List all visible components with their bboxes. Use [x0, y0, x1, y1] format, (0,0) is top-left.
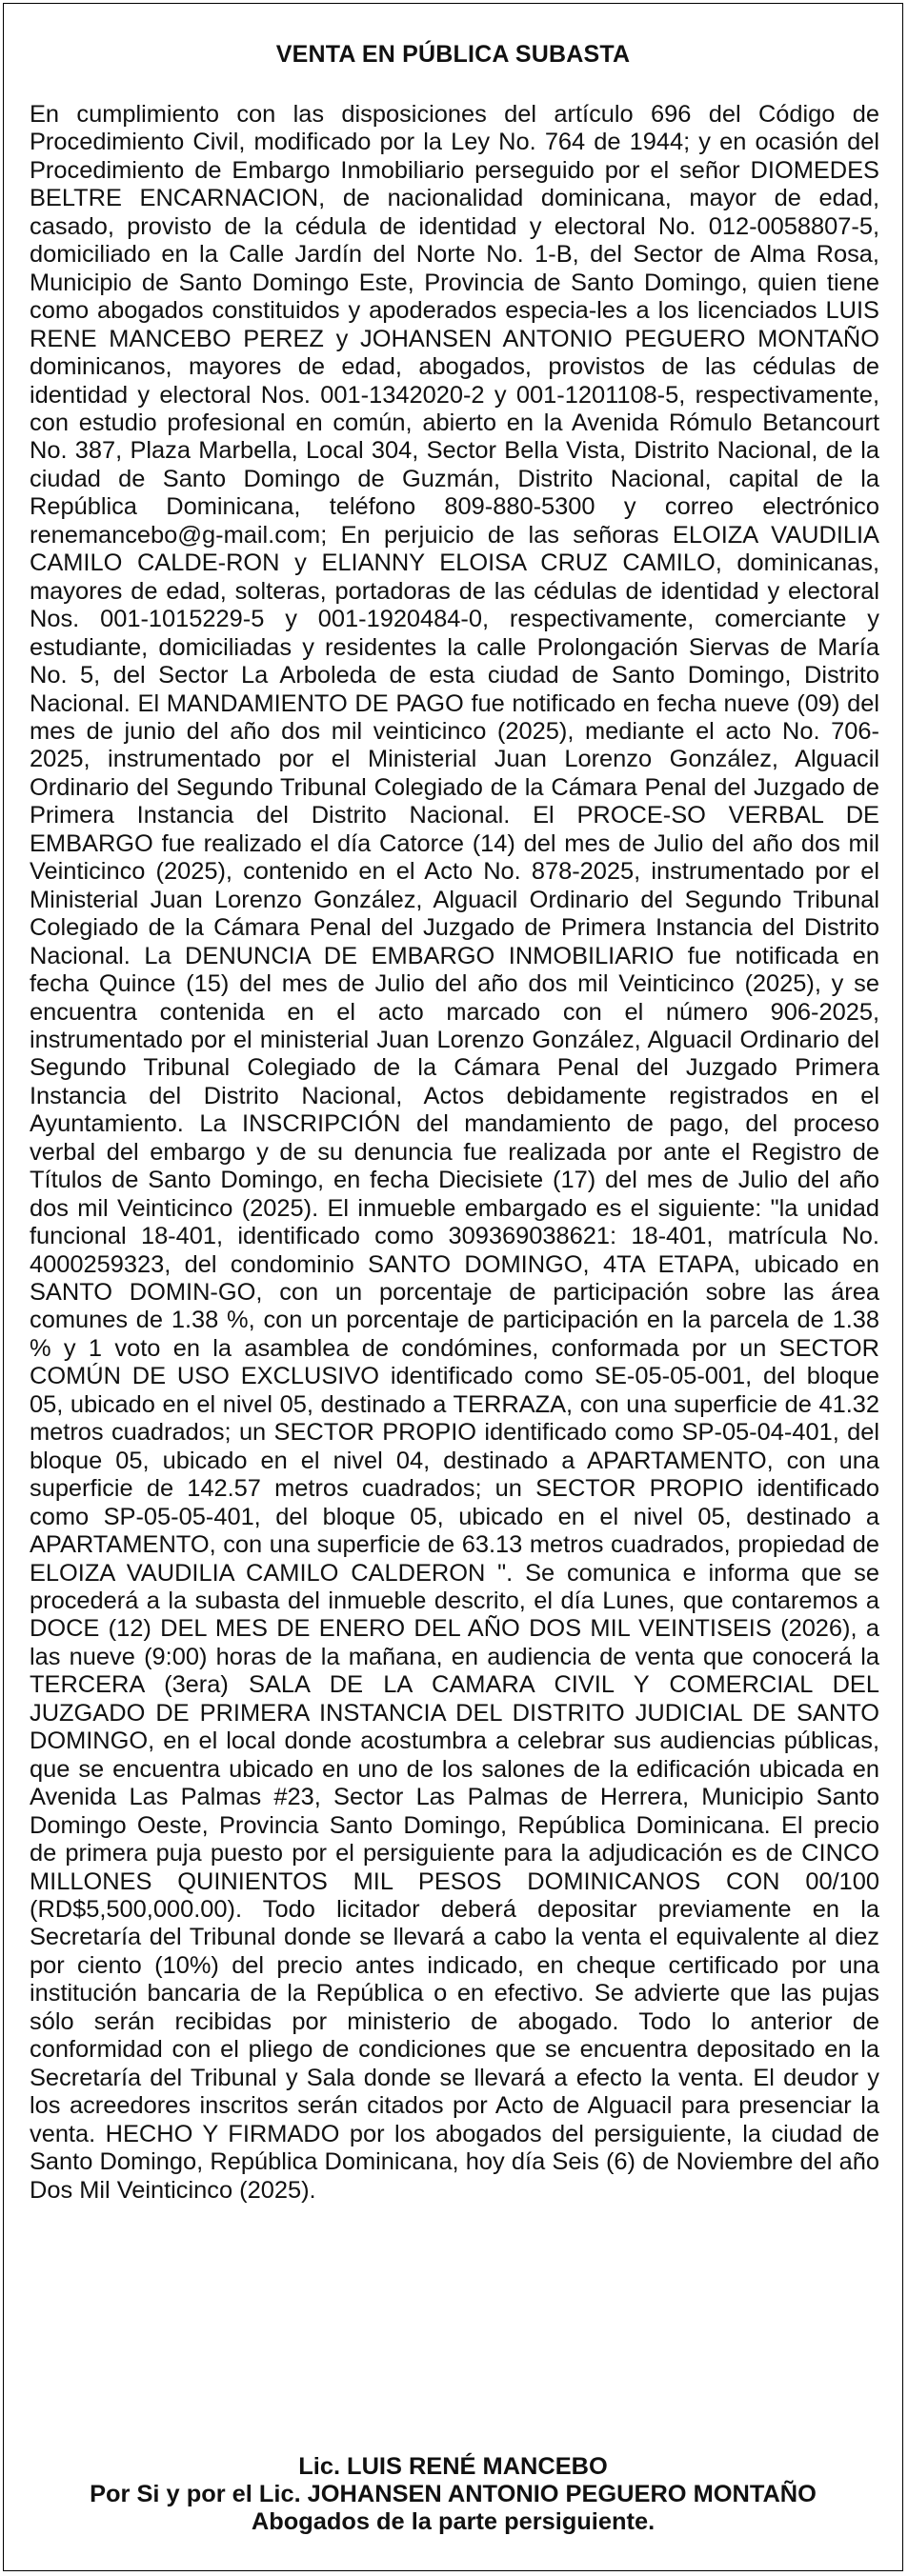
- signature-role: Abogados de la parte persiguiente.: [251, 2508, 656, 2535]
- signature-co-counsel: Por Si y por el Lic. JOHANSEN ANTONIO PEGUERO MONTAÑO: [90, 2481, 817, 2507]
- notice-body: En cumplimiento con las disposiciones del artículo 696 del Código de Procedimiento Civil, modificado por la Ley No. 764 de 1944; y en ocasión del Procedimiento de Embargo Inmobiliario perseguido por el señor DIOMEDES BELTRE ENCARNACION, de nacionalidad dominicana, mayor de edad, casado, provisto de la cédula de identidad y electoral No. 012-0058807-5, domiciliado en la Calle Jardín del Norte No. 1-B, del Sector de Alma Rosa, Municipio de Santo Domingo Este, Provincia de Santo Domingo, quien tiene como abogados constituidos y apoderados especia-les a los licenciados LUIS RENE MANCEBO PEREZ y JOHANSEN ANTONIO PEGUERO MONTAÑO dominicanos, mayores de edad, abogados, provistos de las cédulas de identidad y electoral Nos. 001-1342020-2 y 001-1201108-5, respectivamente, con estudio profesional en común, abierto en la Avenida Rómulo Betancourt No. 387, Plaza Marbella, Local 304, Sector Bella Vista, Distrito Nacional, de la ciudad de Santo Domingo de Guzmán, Distrito Nacional, capital de la República Dominicana, teléfono 809-880-5300 y correo electrónico renemancebo@g-mail.com; En perjuicio de las señoras ELOIZA VAUDILIA CAMILO CALDE-RON y ELIANNY ELOISA CRUZ CAMILO, dominicanas, mayores de edad, solteras, portadoras de las cédulas de identidad y electoral Nos. 001-1015229-5 y 001-1920484-0, respectivamente, comerciante y estudiante, domiciliadas y residentes la calle Prolongación Siervas de María No. 5, del Sector La Arboleda de esta ciudad de Santo Domingo, Distrito Nacional. El MANDAMIENTO DE PAGO fue notificado en fecha nueve (09) del mes de junio del año dos mil veinticinco (2025), mediante el acto No. 706-2025, instrumentado por el Ministerial Juan Lorenzo González, Alguacil Ordinario del Segundo Tribunal Colegiado de la Cámara Penal del Juzgado de Primera Instancia del Distrito Nacional. El PROCE-SO VERBAL DE EMBARGO fue realizado el día Catorce (14) del mes de Julio del año dos mil Veinticinco (2025), contenido en el Acto No. 878-2025, instrumentado por el Ministerial Juan Lorenzo González, Alguacil Ordinario del Segundo Tribunal Colegiado de la Cámara Penal del Juzgado de Primera Instancia del Distrito Nacional. La DENUNCIA DE EMBARGO INMOBILIARIO fue notificada en fecha Quince (15) del mes de Julio del año dos mil Veinticinco (2025), y se encuentra contenida en el acto marcado con el número 906-2025, instrumentado por el ministerial Juan Lorenzo González, Alguacil Ordinario del Segundo Tribunal Colegiado de la Cámara Penal del Juzgado Primera Instancia del Distrito Nacional, Actos debidamente registrados en el Ayuntamiento. La INSCRIPCIÓN del mandamiento de pago, del proceso verbal del embargo y de su denuncia fue realizada por ante el Registro de Títulos de Santo Domingo, en fecha Diecisiete (17) del mes de Julio del año dos mil Veinticinco (2025). El inmueble embargado es el siguiente: "la unidad funcional 18-401, identificado como 309369038621: 18-401, matrícula No. 4000259323, del condominio SANTO DOMINGO, 4TA ETAPA, ubicado en SANTO DOMIN-GO, con un porcentaje de participación sobre las área comunes de 1.38 %, con un porcentaje de participación en la parcela de 1.38 % y 1 voto en la asamblea de condómines, conformada por un SECTOR COMÚN DE USO EXCLUSIVO identificado como SE-05-05-001, del bloque 05, ubicado en el nivel 05, destinado a TERRAZA, con una superficie de 41.32 metros cuadrados; un SECTOR PROPIO identificado como SP-05-04-401, del bloque 05, ubicado en el nivel 04, destinado a APARTAMENTO, con una superficie de 142.57 metros cuadrados; un SECTOR PROPIO identificado como SP-05-05-401, del bloque 05, ubicado en el nivel 05, destinado a APARTAMENTO, con una superficie de 63.13 metros cuadrados, propiedad de ELOIZA VAUDILIA CAMILO CALDERON ". Se comunica e informa que se procederá a la subasta del inmueble descrito, el día Lunes, que contaremos a DOCE (12) DEL MES DE ENERO DEL AÑO DOS MIL VEINTISEIS (2026), a las nueve (9:00) horas de la mañana, en audiencia de venta que conocerá la TERCERA (3era) SALA DE LA CAMARA CIVIL Y COMERCIAL DEL JUZGADO DE PRIMERA INSTANCIA DEL DISTRITO JUDICIAL DE SANTO DOMINGO, en el local donde acostumbra a celebrar sus audiencias públicas, que se encuentra ubicado en uno de los salones de la edificación ubicada en Avenida Las Palmas #23, Sector Las Palmas de Herrera, Municipio Santo Domingo Oeste, Provincia Santo Domingo, República Dominicana. El precio de primera puja puesto por el persiguiente para la adjudicación es de CINCO MILLONES QUINIENTOS MIL PESOS DOMINICANOS CON 00/100 (RD$5,500,000.00). Todo licitador deberá depositar previamente en la Secretaría del Tribunal donde se llevará a cabo la venta el equivalente al diez por ciento (10%) del precio antes indicado, en cheque certificado por una institución bancaria de la República o en efectivo. Se advierte que las pujas sólo serán recibidas por ministerio de abogado. Todo lo anterior de conformidad con el pliego de condiciones que se encuentra depositado en la Secretaría del Tribunal y Sala donde se llevará a efecto la venta. El deudor y los acreedores inscritos serán citados por Acto de Alguacil para presenciar la venta. HECHO Y FIRMADO por los abogados del persiguiente, la ciudad de Santo Domingo, República Dominicana, hoy día Seis (6) de Noviembre del año Dos Mil Veinticinco (2025).: [30, 101, 879, 2204]
- signature-block: [4, 2453, 902, 2536]
- notice-title: VENTA EN PÚBLICA SUBASTA: [275, 41, 631, 68]
- signature-name: Lic. LUIS RENÉ MANCEBO: [298, 2453, 608, 2480]
- legal-notice: [3, 3, 903, 2571]
